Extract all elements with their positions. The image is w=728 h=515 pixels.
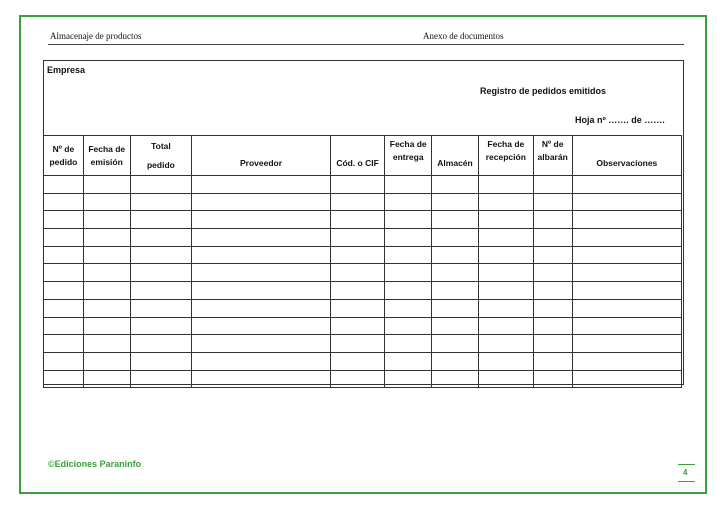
- table-cell[interactable]: [385, 317, 432, 335]
- table-cell[interactable]: [533, 246, 572, 264]
- table-cell[interactable]: [330, 335, 385, 353]
- table-cell[interactable]: [533, 193, 572, 211]
- table-row: [44, 264, 682, 282]
- table-cell[interactable]: [192, 299, 331, 317]
- table-cell[interactable]: [478, 246, 533, 264]
- table-cell[interactable]: [192, 264, 331, 282]
- col-header-code-cif: [330, 136, 385, 176]
- col-header-issue-date: [83, 136, 130, 176]
- table-cell[interactable]: [432, 264, 479, 282]
- col-header-line1: Proveedor: [239, 158, 283, 168]
- table-cell[interactable]: [44, 264, 84, 282]
- col-header-line2: entrega: [392, 152, 424, 162]
- col-header-line1: Fecha de: [88, 143, 126, 154]
- table-cell[interactable]: [533, 176, 572, 194]
- table-cell[interactable]: [478, 335, 533, 353]
- table-cell[interactable]: [478, 299, 533, 317]
- table-cell[interactable]: [572, 211, 681, 229]
- table-cell[interactable]: [44, 193, 84, 211]
- table-cell[interactable]: [130, 335, 192, 353]
- table-cell[interactable]: [130, 246, 192, 264]
- table-cell[interactable]: [330, 211, 385, 229]
- table-header-row: [44, 136, 682, 176]
- table-cell[interactable]: [330, 264, 385, 282]
- table-cell[interactable]: [130, 282, 192, 300]
- table-cell[interactable]: [192, 229, 331, 247]
- col-header-delivery-note: [533, 136, 572, 176]
- table-cell[interactable]: [385, 246, 432, 264]
- table-cell[interactable]: [130, 299, 192, 317]
- table-cell[interactable]: [572, 193, 681, 211]
- table-cell[interactable]: [385, 211, 432, 229]
- table-cell[interactable]: [572, 264, 681, 282]
- table-cell[interactable]: [533, 335, 572, 353]
- table-cell[interactable]: [83, 335, 130, 353]
- table-cell[interactable]: [44, 299, 84, 317]
- table-cell[interactable]: [478, 176, 533, 194]
- table-cell[interactable]: [192, 282, 331, 300]
- col-header-reception-date: [478, 136, 533, 176]
- table-cell[interactable]: [44, 335, 84, 353]
- table-cell[interactable]: [330, 246, 385, 264]
- page-number-rule-bottom: [678, 481, 695, 482]
- table-row: [44, 370, 682, 388]
- table-cell[interactable]: [83, 193, 130, 211]
- table-cell[interactable]: [44, 176, 84, 194]
- table-cell[interactable]: [330, 352, 385, 370]
- table-cell[interactable]: [432, 211, 479, 229]
- table-row: [44, 176, 682, 194]
- table-cell[interactable]: [478, 282, 533, 300]
- table-cell[interactable]: [44, 282, 84, 300]
- table-cell[interactable]: [330, 282, 385, 300]
- table-cell[interactable]: [130, 352, 192, 370]
- orders-table: [43, 135, 682, 388]
- col-header-delivery-date: [385, 136, 432, 176]
- table-cell[interactable]: [385, 193, 432, 211]
- table-cell[interactable]: [533, 264, 572, 282]
- col-header-line2: albarán: [537, 152, 568, 162]
- table-cell[interactable]: [385, 229, 432, 247]
- page-number-rule-top: [678, 464, 695, 465]
- table-cell[interactable]: [478, 193, 533, 211]
- table-cell[interactable]: [533, 299, 572, 317]
- table-cell[interactable]: [44, 246, 84, 264]
- col-header-line2: emisión: [90, 156, 123, 167]
- col-header-line2: pedido: [146, 159, 175, 170]
- col-header-warehouse: [432, 136, 479, 176]
- table-row: [44, 211, 682, 229]
- col-header-order-total: [130, 136, 192, 176]
- table-cell[interactable]: [192, 246, 331, 264]
- table-cell[interactable]: [432, 370, 479, 388]
- table-cell[interactable]: [572, 352, 681, 370]
- col-header-line1: Nº de: [541, 139, 564, 149]
- header-divider: [48, 44, 684, 45]
- table-cell[interactable]: [330, 299, 385, 317]
- table-cell[interactable]: [83, 352, 130, 370]
- table-cell[interactable]: [330, 317, 385, 335]
- table-cell[interactable]: [572, 335, 681, 353]
- table-cell[interactable]: [478, 317, 533, 335]
- table-cell[interactable]: [533, 317, 572, 335]
- table-cell[interactable]: [330, 229, 385, 247]
- table-cell[interactable]: [130, 264, 192, 282]
- table-cell[interactable]: [83, 370, 130, 388]
- table-cell[interactable]: [385, 335, 432, 353]
- table-cell[interactable]: [533, 282, 572, 300]
- table-cell[interactable]: [330, 176, 385, 194]
- table-cell[interactable]: [330, 193, 385, 211]
- table-cell[interactable]: [533, 229, 572, 247]
- table-cell[interactable]: [192, 370, 331, 388]
- order-register-form: [43, 60, 684, 385]
- table-row: [44, 282, 682, 300]
- table-cell[interactable]: [432, 176, 479, 194]
- table-row: [44, 352, 682, 370]
- empresa-label: Empresa: [47, 65, 86, 75]
- table-cell[interactable]: [432, 193, 479, 211]
- table-cell[interactable]: [432, 299, 479, 317]
- col-header-line1: Nº de: [52, 143, 75, 154]
- col-header-line1: Cód. o CIF: [336, 158, 379, 168]
- table-cell[interactable]: [432, 317, 479, 335]
- table-cell[interactable]: [432, 246, 479, 264]
- col-header-line1: Fecha de: [487, 139, 525, 149]
- table-cell[interactable]: [192, 211, 331, 229]
- col-header-line1: Total: [151, 140, 171, 151]
- page-number: 4: [683, 468, 688, 477]
- table-cell[interactable]: [385, 264, 432, 282]
- table-cell[interactable]: [385, 370, 432, 388]
- table-cell[interactable]: [83, 264, 130, 282]
- col-header-order-number: [44, 136, 84, 176]
- table-cell[interactable]: [130, 370, 192, 388]
- table-cell[interactable]: [385, 352, 432, 370]
- table-cell[interactable]: [478, 229, 533, 247]
- table-cell[interactable]: [130, 211, 192, 229]
- table-cell[interactable]: [83, 282, 130, 300]
- table-row: [44, 317, 682, 335]
- col-header-observations: [572, 136, 681, 176]
- table-row: [44, 246, 682, 264]
- table-row: [44, 193, 682, 211]
- table-cell[interactable]: [533, 370, 572, 388]
- header-left-title: Almacenaje de productos: [50, 31, 142, 41]
- table-cell[interactable]: [478, 264, 533, 282]
- table-cell[interactable]: [478, 352, 533, 370]
- table-cell[interactable]: [130, 229, 192, 247]
- table-cell[interactable]: [478, 211, 533, 229]
- table-cell[interactable]: [385, 176, 432, 194]
- table-cell[interactable]: [192, 176, 331, 194]
- table-cell[interactable]: [572, 299, 681, 317]
- table-cell[interactable]: [432, 282, 479, 300]
- table-cell[interactable]: [572, 370, 681, 388]
- table-cell[interactable]: [330, 370, 385, 388]
- table-cell[interactable]: [572, 282, 681, 300]
- col-header-line1: Almacén: [437, 158, 473, 168]
- table-row: [44, 335, 682, 353]
- table-cell[interactable]: [572, 176, 681, 194]
- sheet-number-label: Hoja nº ……. de …….: [575, 115, 665, 125]
- table-cell[interactable]: [83, 317, 130, 335]
- table-cell[interactable]: [130, 193, 192, 211]
- table-cell[interactable]: [83, 299, 130, 317]
- form-title: Registro de pedidos emitidos: [480, 86, 607, 96]
- table-row: [44, 229, 682, 247]
- col-header-line1: Observaciones: [596, 158, 658, 168]
- table-cell[interactable]: [44, 370, 84, 388]
- table-cell[interactable]: [44, 211, 84, 229]
- table-cell[interactable]: [83, 229, 130, 247]
- table-cell[interactable]: [432, 335, 479, 353]
- col-header-line2: pedido: [49, 156, 78, 167]
- table-cell[interactable]: [44, 317, 84, 335]
- publisher-credit: ©Ediciones Paraninfo: [48, 459, 142, 469]
- table-cell[interactable]: [478, 370, 533, 388]
- header-right-title: Anexo de documentos: [423, 31, 504, 41]
- table-cell[interactable]: [83, 211, 130, 229]
- table-cell[interactable]: [192, 352, 331, 370]
- table-row: [44, 299, 682, 317]
- col-header-line1: Fecha de: [389, 139, 427, 149]
- table-cell[interactable]: [192, 193, 331, 211]
- table-cell[interactable]: [44, 229, 84, 247]
- table-cell[interactable]: [385, 282, 432, 300]
- col-header-line2: recepción: [485, 152, 526, 162]
- table-cell[interactable]: [572, 229, 681, 247]
- table-cell[interactable]: [385, 299, 432, 317]
- table-cell[interactable]: [192, 317, 331, 335]
- table-cell[interactable]: [44, 352, 84, 370]
- table-cell[interactable]: [83, 246, 130, 264]
- col-header-supplier: [192, 136, 331, 176]
- table-cell[interactable]: [83, 176, 130, 194]
- table-cell[interactable]: [572, 246, 681, 264]
- table-cell[interactable]: [432, 352, 479, 370]
- table-cell[interactable]: [192, 335, 331, 353]
- table-cell[interactable]: [533, 211, 572, 229]
- table-cell[interactable]: [533, 352, 572, 370]
- table-cell[interactable]: [572, 317, 681, 335]
- table-cell[interactable]: [432, 229, 479, 247]
- table-cell[interactable]: [130, 317, 192, 335]
- table-cell[interactable]: [130, 176, 192, 194]
